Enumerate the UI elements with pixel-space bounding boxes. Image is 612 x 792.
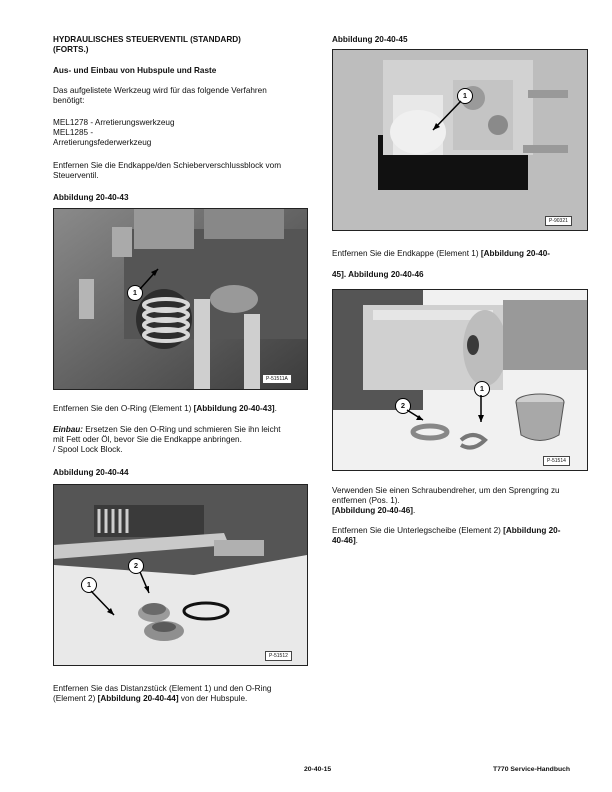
callout-2: 2	[395, 398, 411, 414]
step-paragraph	[332, 270, 424, 280]
tool-list	[53, 118, 175, 148]
step-text: (Element 2)	[53, 694, 98, 703]
install-text: Ersetzen Sie den O-Ring und schmieren Sie ihn leicht	[83, 425, 281, 434]
step-text: Entfernen Sie den O-Ring (Element 1)	[53, 404, 194, 413]
intro-paragraph	[53, 86, 267, 106]
photo-code: P-51512	[265, 651, 292, 661]
figure-title: Abbildung 20-40-45	[332, 35, 408, 44]
figure-title: Abbildung 20-40-43	[53, 193, 129, 202]
step-text: .	[355, 536, 358, 545]
figure-20-40-43-photo	[53, 208, 308, 390]
section-heading	[53, 35, 241, 55]
step-line: Entfernen Sie die Endkappe/den Schieberverschlussblock vom	[53, 161, 282, 170]
step-line: Steuerventil.	[53, 171, 99, 180]
figure-20-40-45-photo	[332, 49, 588, 231]
figure-title: . Abbildung 20-40-46	[343, 270, 424, 279]
step-text: von der Hubspule.	[178, 694, 248, 703]
figure-20-40-46-photo	[332, 289, 588, 471]
step-paragraph	[332, 526, 560, 546]
step-paragraph	[53, 684, 271, 704]
photo-code: P-51511A	[262, 374, 292, 384]
intro-line: Das aufgelistete Werkzeug wird für das folgende Verfahren	[53, 86, 267, 95]
subheading: Aus- und Einbau von Hubspule und Raste	[53, 66, 217, 75]
step-text: Entfernen Sie die Endkappe (Element 1)	[332, 249, 481, 258]
tool-item: Arretierungsfederwerkzeug	[53, 138, 152, 147]
tool-item: MEL1278 - Arretierungswerkzeug	[53, 118, 175, 127]
figure-reference: 40-46]	[332, 536, 356, 545]
step-paragraph	[53, 404, 277, 414]
step-paragraph	[53, 161, 281, 181]
photo-code: P-51514	[543, 456, 570, 466]
section-heading-line1: HYDRAULISCHES STEUERVENTIL (STANDARD)	[53, 35, 241, 44]
figure-title: Abbildung 20-40-44	[53, 468, 129, 477]
figure-reference: [Abbildung 20-40-	[480, 249, 550, 258]
callout-arrows	[54, 485, 307, 665]
tool-item: MEL1285 -	[53, 128, 94, 137]
callout-2: 2	[128, 558, 144, 574]
page-number: 20-40-15	[304, 766, 332, 773]
manual-title: T770 Service-Handbuch	[493, 766, 571, 773]
step-text: Entfernen Sie die Unterlegscheibe (Element 2)	[332, 526, 504, 535]
callout-arrow	[54, 209, 307, 389]
figure-20-40-44-photo	[53, 484, 308, 666]
section-heading-line2: (FORTS.)	[53, 45, 89, 54]
install-label: Einbau:	[53, 425, 84, 434]
intro-line: benötigt:	[53, 96, 85, 105]
callout-1: 1	[127, 285, 143, 301]
photo-code: P-90321	[545, 216, 572, 226]
figure-reference: [Abbildung 20-40-43]	[193, 404, 275, 413]
figure-reference: [Abbildung 20-40-46]	[332, 506, 413, 515]
install-note	[53, 425, 281, 455]
step-line: entfernen (Pos. 1).	[332, 496, 400, 505]
figure-reference: [Abbildung 20-	[503, 526, 561, 535]
step-text: .	[274, 404, 277, 413]
callout-1: 1	[81, 577, 97, 593]
callout-arrow	[333, 50, 587, 230]
step-line: Verwenden Sie einen Schraubendreher, um den Sprengring zu	[332, 486, 560, 495]
step-text: .	[412, 506, 416, 515]
callout-arrows	[333, 290, 587, 470]
step-paragraph	[332, 249, 550, 259]
callout-1: 1	[474, 381, 490, 397]
figure-reference: 45]	[332, 270, 344, 279]
step-line: Entfernen Sie das Distanzstück (Element 1) und den O-Ring	[53, 684, 272, 693]
step-paragraph	[332, 486, 560, 516]
install-text: / Spool Lock Block.	[53, 445, 123, 454]
install-text: mit Fett oder Öl, bevor Sie die Endkappe anbringen.	[53, 435, 242, 444]
figure-reference: [Abbildung 20-40-44]	[97, 694, 179, 703]
callout-1: 1	[457, 88, 473, 104]
